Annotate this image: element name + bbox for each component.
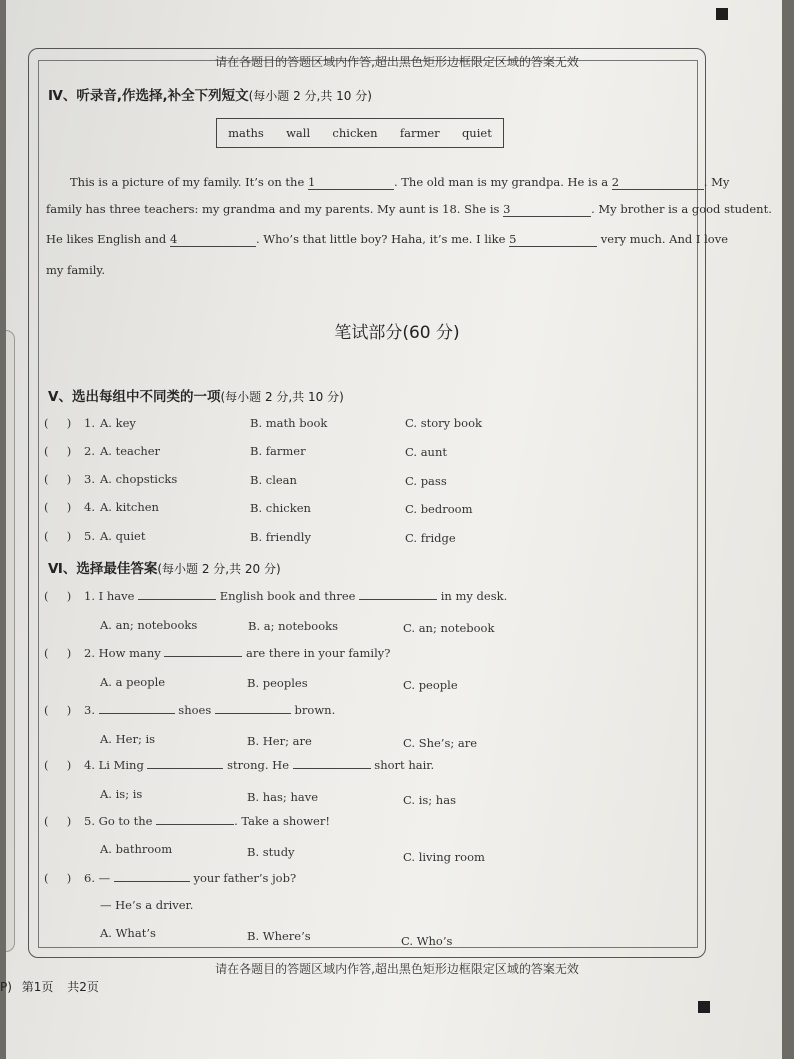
option-a[interactable]: A. quiet (100, 529, 146, 543)
answer-paren[interactable]: ( ) (44, 646, 72, 660)
option-b[interactable]: B. Her; are (247, 734, 312, 748)
option-c[interactable]: C. She’s; are (403, 736, 478, 750)
option-c[interactable]: C. pass (405, 474, 447, 488)
passage-text: . The old man is my grandpa. He is a (393, 175, 612, 189)
option-b[interactable]: B. has; have (247, 790, 319, 804)
option-b[interactable]: B. a; notebooks (248, 619, 338, 633)
question-stem (84, 589, 507, 603)
option-b[interactable]: B. peoples (247, 676, 308, 690)
question-text: 5. Go to the (84, 814, 157, 828)
blank-3[interactable]: 3 (503, 202, 591, 217)
option-c[interactable]: C. fridge (405, 531, 456, 545)
question-stem (84, 646, 390, 660)
question-text: your father’s job? (189, 871, 297, 885)
section4-title (48, 84, 372, 104)
option-c[interactable]: C. Who’s (401, 934, 453, 948)
question-blank[interactable] (215, 713, 291, 714)
bottom-notice: 请在各题目的答题区域内作答,超出黑色矩形边框限定区域的答案无效 (215, 962, 579, 976)
question-text: . Take a shower! (234, 814, 330, 828)
option-c[interactable]: C. an; notebook (403, 621, 495, 635)
question-blank[interactable] (156, 824, 234, 825)
passage-text: . Who’s that little boy? Haha, it’s me. I like (255, 232, 510, 246)
question-blank[interactable] (138, 599, 216, 600)
answer-paren[interactable]: ( ) (44, 589, 72, 603)
list-item-number: 5. (84, 529, 95, 543)
word-bank-item: quiet (461, 126, 492, 140)
word-bank-item: wall (286, 126, 311, 140)
option-c[interactable]: C. people (403, 678, 458, 692)
option-a[interactable]: A. an; notebooks (100, 618, 198, 632)
list-item-number: 2. (84, 444, 95, 458)
blank-2[interactable]: 2 (612, 175, 704, 190)
written-part-title: 笔试部分(60 分) (334, 323, 460, 343)
option-b[interactable]: B. math book (250, 416, 328, 430)
passage-line-4 (46, 263, 105, 277)
option-b[interactable]: B. friendly (250, 530, 311, 544)
dialog-reply: — He’s a driver. (100, 898, 194, 912)
option-a[interactable]: A. is; is (100, 787, 143, 801)
word-bank-item: chicken (332, 126, 378, 140)
passage-text: my family. (46, 263, 106, 277)
passage-line-3 (46, 232, 728, 247)
answer-paren[interactable]: ( ) (44, 529, 72, 543)
page-total: 共2页 (67, 980, 99, 994)
answer-paren[interactable]: ( ) (44, 444, 72, 458)
corner-marker-bottom-right (698, 1001, 710, 1013)
option-c[interactable]: C. is; has (403, 793, 456, 807)
question-text: strong. He (223, 758, 293, 772)
top-notice: 请在各题目的答题区域内作答,超出黑色矩形边框限定区域的答案无效 (215, 55, 579, 69)
question-text: English book and three (216, 589, 360, 603)
answer-paren[interactable]: ( ) (44, 871, 72, 885)
list-item-number: 3. (84, 472, 95, 486)
word-bank-item: maths (228, 126, 264, 140)
passage-text: This is a picture of my family. It’s on the (70, 175, 308, 189)
section4-note: (每小题 2 分,共 10 分) (248, 89, 372, 103)
option-b[interactable]: B. clean (250, 473, 297, 487)
answer-paren[interactable]: ( ) (44, 416, 72, 430)
passage-line-1 (70, 175, 729, 190)
option-a[interactable]: A. teacher (100, 444, 161, 458)
list-item-number: 4. (84, 500, 95, 514)
question-text: brown. (290, 703, 336, 717)
page-number: 第1页 (21, 980, 54, 994)
question-text: 1. I have (84, 589, 139, 603)
question-text: short hair. (370, 758, 435, 772)
option-b[interactable]: B. Where’s (247, 929, 311, 943)
question-text: are there in your family? (242, 646, 391, 660)
corner-marker-top-right (716, 8, 728, 20)
section5-title (48, 385, 344, 405)
word-bank (216, 118, 504, 148)
word-bank-item: farmer (399, 126, 440, 140)
option-b[interactable]: B. chicken (250, 501, 311, 515)
question-text: 3. (84, 703, 99, 717)
section6-note: (每小题 2 分,共 20 分) (157, 562, 281, 576)
answer-paren[interactable]: ( ) (44, 814, 72, 828)
question-blank[interactable] (293, 768, 371, 769)
passage-text: He likes English and (46, 232, 170, 246)
option-b[interactable]: B. study (247, 845, 295, 859)
answer-paren[interactable]: ( ) (44, 500, 72, 514)
option-a[interactable]: A. key (100, 416, 136, 430)
section5-note: (每小题 2 分,共 10 分) (220, 390, 344, 404)
option-a[interactable]: A. bathroom (100, 842, 173, 856)
question-text: shoes (174, 703, 215, 717)
blank-1[interactable]: 1 (308, 175, 394, 190)
question-stem (84, 703, 335, 717)
question-blank[interactable] (359, 599, 437, 600)
option-a[interactable]: A. a people (100, 675, 166, 689)
section6-title-text: Ⅵ、选择最佳答案 (48, 561, 158, 577)
passage-text: family has three teachers: my grandma and my parents. My aunt is 18. She is (46, 202, 504, 216)
section4-title-text: Ⅳ、听录音,作选择,补全下列短文 (48, 88, 249, 104)
option-c[interactable]: C. aunt (405, 445, 447, 459)
option-c[interactable]: C. story book (405, 416, 482, 430)
blank-5[interactable]: 5 (509, 232, 597, 247)
question-text: 4. Li Ming (84, 758, 148, 772)
option-a[interactable]: A. What’s (100, 926, 156, 940)
page-footer (0, 978, 99, 995)
option-c[interactable]: C. bedroom (405, 502, 473, 516)
question-text: 6. — (84, 871, 114, 885)
section6-title (48, 557, 281, 577)
option-a[interactable]: A. kitchen (100, 500, 159, 514)
option-a[interactable]: A. chopsticks (100, 472, 178, 486)
question-stem (84, 871, 296, 885)
question-blank[interactable] (164, 656, 242, 657)
option-a[interactable]: A. Her; is (100, 732, 156, 746)
footer-prefix: P) (0, 980, 12, 994)
question-blank[interactable] (114, 881, 190, 882)
question-blank[interactable] (99, 713, 175, 714)
answer-paren[interactable]: ( ) (44, 758, 72, 772)
question-text: 2. How many (84, 646, 165, 660)
passage-text: very much. And I love (597, 232, 729, 246)
list-item-number: 1. (84, 416, 95, 430)
question-stem (84, 758, 434, 772)
answer-paren[interactable]: ( ) (44, 703, 72, 717)
option-b[interactable]: B. farmer (250, 444, 306, 458)
question-stem (84, 814, 330, 828)
question-blank[interactable] (147, 768, 223, 769)
answer-paren[interactable]: ( ) (44, 472, 72, 486)
question-text: in my desk. (437, 589, 508, 603)
option-c[interactable]: C. living room (403, 850, 485, 864)
section5-title-text: Ⅴ、选出每组中不同类的一项 (48, 389, 221, 405)
blank-4[interactable]: 4 (170, 232, 256, 247)
passage-text: . My brother is a good student. (591, 202, 772, 216)
passage-text: . My (703, 175, 730, 189)
passage-line-2 (46, 202, 772, 217)
underlying-page-edge (6, 330, 15, 952)
